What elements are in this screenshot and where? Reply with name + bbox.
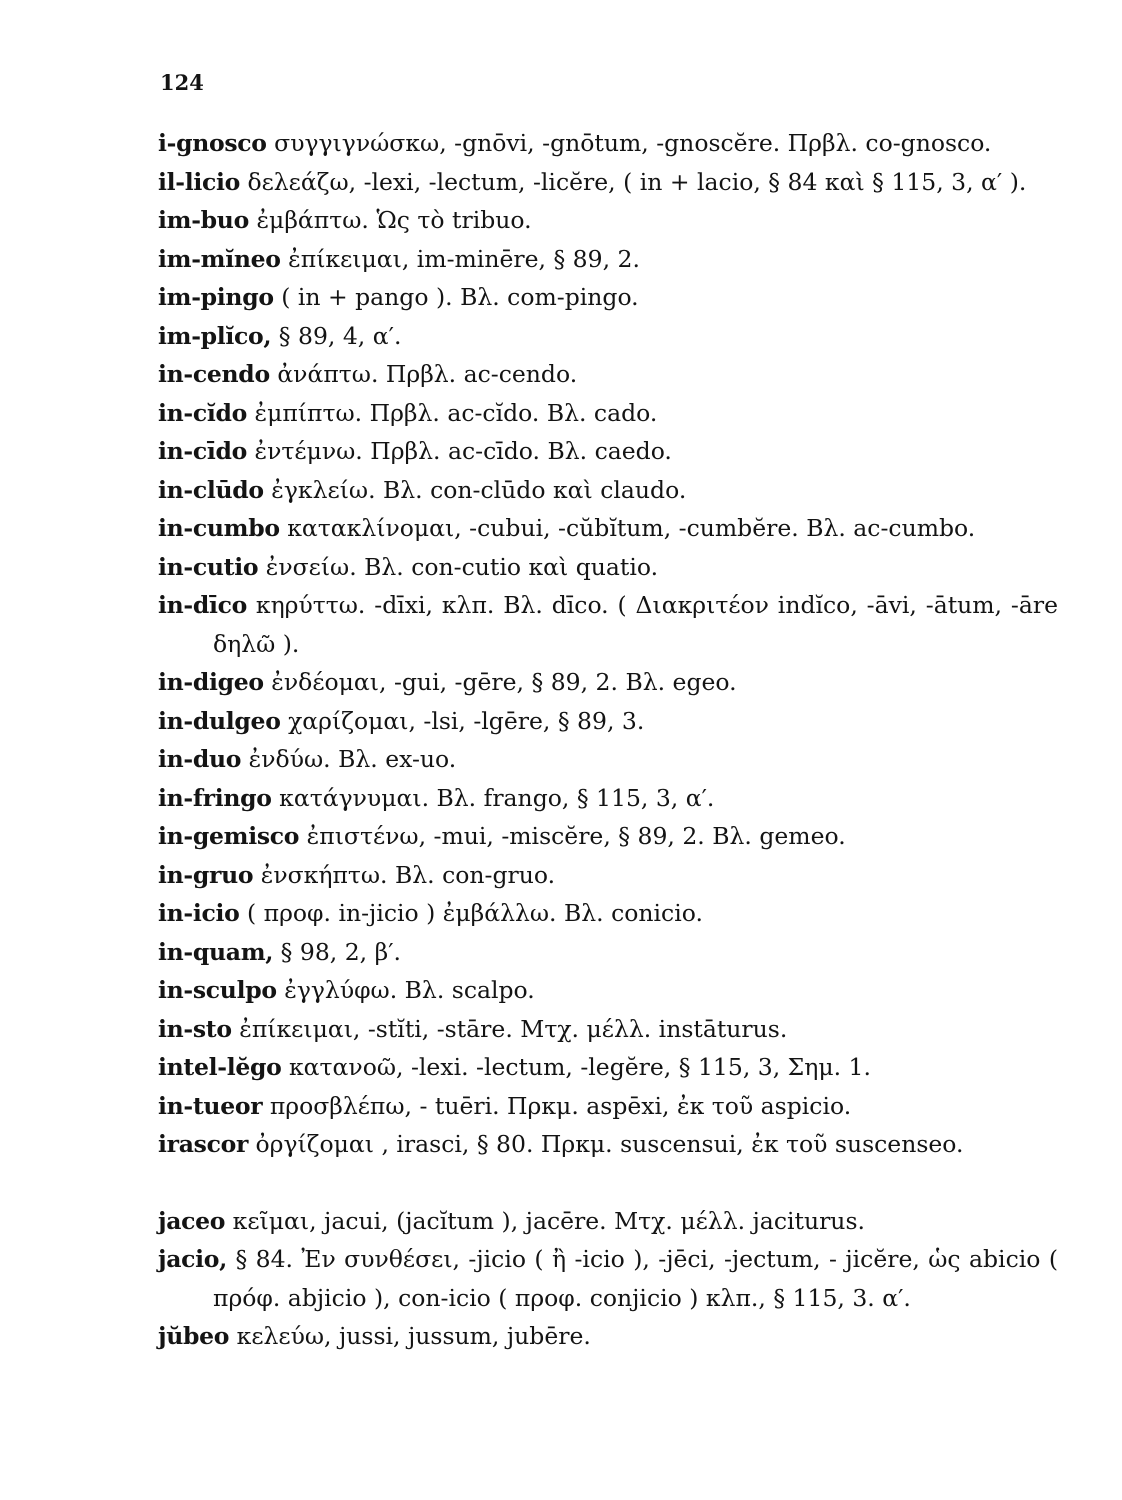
entry-definition: προσβλέπω, - tuēri. Πρκμ. aspēxi, ἐκ τοῦ aspicio. (269, 1091, 852, 1120)
dictionary-entry (158, 163, 1058, 202)
entry-definition: κατάγνυμαι. Βλ. frango, § 115, 3, α′. (279, 783, 715, 812)
entry-definition: κηρύττω. -dīxi, κλπ. Βλ. dīco. ( Διακριτέον indĭco, -āvi, -ātum, -āre δηλῶ ). (213, 591, 1058, 658)
entry-definition: ( προφ. in-jicio ) ἐμβάλλω. Βλ. conicio. (247, 899, 703, 927)
entry-headword: irascor (158, 1130, 249, 1158)
entry-definition: ἐνδέομαι, -gui, -gēre, § 89, 2. Βλ. egeo. (271, 668, 737, 696)
dictionary-entry (158, 894, 1058, 933)
entry-headword: in-sculpo (158, 976, 277, 1004)
entry-headword: in-cendo (158, 360, 270, 388)
entry-definition: ἐντέμνω. Πρβλ. ac-cīdo. Βλ. caedo. (254, 437, 672, 465)
entry-definition: δελεάζω, -lexi, -lectum, -licĕre, ( in + lacio, § 84 καὶ § 115, 3, α′ ). (247, 167, 1027, 196)
dictionary-entry (158, 817, 1058, 856)
entry-definition: ἐπιστένω, -mui, -miscĕre, § 89, 2. Βλ. gemeo. (306, 822, 846, 850)
dictionary-entry (158, 740, 1058, 779)
dictionary-entry (158, 663, 1058, 702)
entry-definition: κεῖμαι, jacui, (jacĭtum ), jacēre. Μτχ. μέλλ. jaciturus. (232, 1206, 865, 1235)
entry-group-i (158, 124, 1058, 1164)
dictionary-entry (158, 471, 1058, 510)
entry-definition: ἐμπίπτω. Πρβλ. ac-cĭdo. Βλ. cado. (254, 398, 658, 427)
entry-headword: jacio, (158, 1245, 228, 1273)
entry-definition: ἀνάπτω. Πρβλ. ac-cendo. (277, 360, 578, 388)
entry-headword: in-dulgeo (158, 706, 281, 735)
dictionary-entry (158, 394, 1058, 433)
entry-definition: κελεύω, jussi, jussum, jubēre. (236, 1322, 591, 1350)
dictionary-entry (158, 1240, 1058, 1317)
entry-headword: il-licio (158, 167, 240, 196)
dictionary-entry (158, 1087, 1058, 1126)
entry-definition: συγγιγνώσκω, -gnōvi, -gnōtum, -gnoscĕre. Πρβλ. co-gnosco. (274, 129, 992, 157)
dictionary-entry (158, 1010, 1058, 1049)
entry-group-j (158, 1202, 1058, 1356)
entry-headword: in-digeo (158, 668, 264, 696)
entry-headword: in-gemisco (158, 822, 300, 850)
entry-definition: § 98, 2, β′. (280, 937, 402, 966)
dictionary-entry (158, 278, 1058, 317)
dictionary-entry (158, 971, 1058, 1010)
entry-headword: in-dīco (158, 591, 248, 619)
entry-definition: ἐγκλείω. Βλ. con-clūdo καὶ claudo. (271, 475, 687, 504)
page-number: 124 (160, 70, 204, 95)
dictionary-entry (158, 779, 1058, 818)
dictionary-entry (158, 702, 1058, 741)
entry-headword: in-cutio (158, 552, 259, 581)
entry-definition: § 84. Ἐν συνθέσει, -jicio ( ἢ -icio ), -jēci, -jectum, - jicĕre, ὡς abicio ( πρόφ. abjicio ), con-icio ( προφ. conjicio ) κλπ., § 115, 3. α′. (213, 1245, 1058, 1312)
entry-headword: intel-lĕgo (158, 1053, 282, 1081)
entry-definition: ἐγγλύφω. Βλ. scalpo. (284, 976, 535, 1004)
entry-definition: ἐνδύω. Βλ. ex-uo. (248, 745, 457, 773)
dictionary-entry (158, 1202, 1058, 1241)
entry-headword: in-cĭdo (158, 398, 248, 427)
entry-headword: jaceo (158, 1206, 226, 1235)
entry-headword: in-sto (158, 1014, 232, 1043)
entry-definition: § 89, 4, α′. (278, 321, 402, 350)
dictionary-entry (158, 201, 1058, 240)
entry-headword: im-pingo (158, 283, 274, 311)
section-gap (158, 1164, 1058, 1202)
entry-definition: ἐπίκειμαι, -stĭti, -stāre. Μτχ. μέλλ. instāturus. (239, 1014, 788, 1043)
dictionary-entry (158, 933, 1058, 972)
entry-definition: ( in + pango ). Βλ. com-pingo. (281, 283, 639, 311)
dictionary-entry (158, 240, 1058, 279)
entry-headword: in-gruo (158, 860, 254, 889)
entry-definition: ἐνσκήπτω. Βλ. con-gruo. (260, 860, 556, 889)
entry-definition: κατανοῶ, -lexi. -lectum, -legĕre, § 115, 3, Σημ. 1. (288, 1053, 871, 1081)
entry-headword: in-cīdo (158, 437, 248, 465)
entry-headword: im-mĭneo (158, 244, 281, 273)
entry-list (158, 124, 1058, 1356)
dictionary-entry (158, 1125, 1058, 1164)
entry-headword: in-tueor (158, 1091, 263, 1120)
dictionary-entry (158, 1317, 1058, 1356)
entry-headword: in-quam, (158, 937, 274, 966)
dictionary-entry (158, 355, 1058, 394)
entry-definition: κατακλίνομαι, -cubui, -cŭbĭtum, -cumbĕre. Βλ. ac-cumbo. (287, 514, 976, 542)
entry-definition: ἐπίκειμαι, im-minēre, § 89, 2. (288, 244, 640, 273)
entry-headword: im-plĭco, (158, 321, 272, 350)
entry-headword: in-clūdo (158, 475, 264, 504)
dictionary-entry (158, 509, 1058, 548)
entry-headword: in-fringo (158, 783, 272, 812)
entry-headword: im-buo (158, 206, 249, 234)
entry-headword: in-duo (158, 745, 242, 773)
entry-headword: i-gnosco (158, 129, 267, 157)
dictionary-entry (158, 1048, 1058, 1087)
entry-definition: χαρίζομαι, -lsi, -lgēre, § 89, 3. (288, 706, 645, 735)
entry-definition: ἐνσείω. Βλ. con-cutio καὶ quatio. (265, 552, 659, 581)
dictionary-entry (158, 548, 1058, 587)
dictionary-entry (158, 317, 1058, 356)
entry-definition: ἐμβάπτω. Ὡς τὸ tribuo. (256, 206, 532, 234)
dictionary-entry (158, 586, 1058, 663)
dictionary-entry (158, 856, 1058, 895)
entry-definition: ὀργίζομαι , irasci, § 80. Πρκμ. suscensui, ἐκ τοῦ suscenseo. (255, 1130, 964, 1158)
dictionary-entry (158, 124, 1058, 163)
entry-headword: jŭbeo (158, 1322, 230, 1350)
entry-headword: in-icio (158, 899, 240, 927)
entry-headword: in-cumbo (158, 514, 280, 542)
dictionary-entry (158, 432, 1058, 471)
